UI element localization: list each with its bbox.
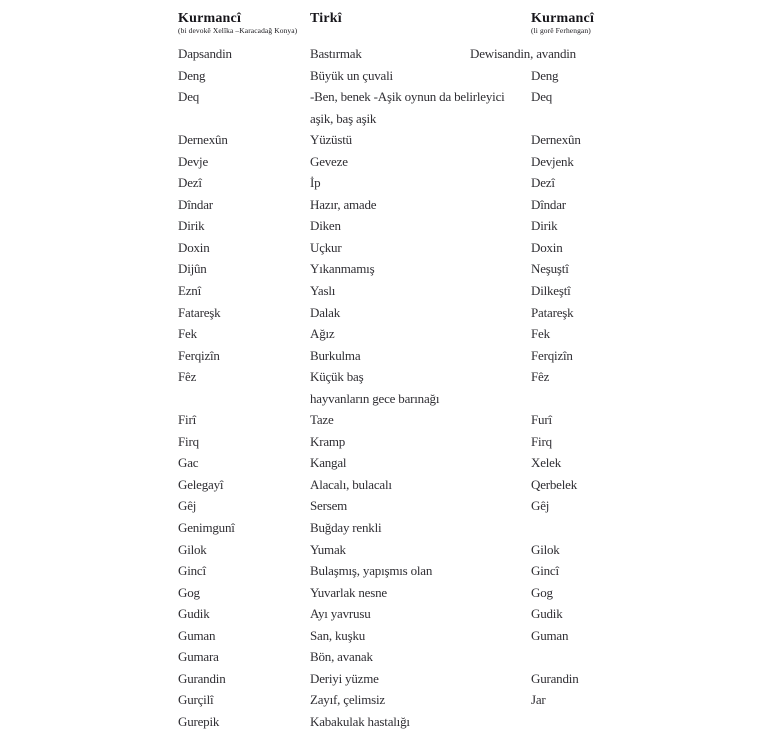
kurmanci-xelika-cell: Fêz (178, 369, 197, 385)
table-row (178, 280, 773, 302)
kurmanci-xelika-cell: Dirik (178, 218, 205, 234)
kurmanci-xelika-cell: Gumara (178, 649, 219, 665)
kurmanci-xelika-cell: Devje (178, 153, 209, 169)
table-row (178, 646, 773, 668)
kurmanci-xelika-cell: Gudik (178, 606, 210, 622)
tirki-cell: Burkulma (310, 347, 361, 363)
table-row (178, 194, 773, 216)
kurmanci-xelika-cell: Gilok (178, 541, 207, 557)
table-row (178, 560, 773, 582)
tirki-cell: Diken (310, 218, 341, 234)
table-row (178, 711, 773, 733)
table-row (178, 65, 773, 87)
tirki-cell: Ağız (310, 326, 335, 342)
kurmanci-ferhengan-cell: Gêj (531, 498, 550, 514)
table-row (178, 452, 773, 474)
kurmanci-xelika-cell: Fatareşk (178, 304, 221, 320)
table-row (178, 215, 773, 237)
table-row (178, 689, 773, 711)
tirki-cell: Zayıf, çelimsiz (310, 692, 385, 708)
column-title: Kurmancî (531, 11, 595, 26)
kurmanci-xelika-cell: Guman (178, 627, 216, 643)
kurmanci-ferhengan-cell: Dirik (531, 218, 558, 234)
tirki-cell: Kramp (310, 433, 346, 449)
kurmanci-xelika-cell: Genimgunî (178, 520, 235, 536)
table-row (178, 668, 773, 690)
tirki-cell: Buğday renkli (310, 520, 382, 536)
kurmanci-xelika-cell: Gurepik (178, 713, 220, 729)
kurmanci-ferhengan-cell: Neşuştî (531, 261, 569, 277)
column-header-kurmanci-ferhengan (531, 11, 594, 35)
kurmanci-xelika-cell: Gurandin (178, 670, 226, 686)
kurmanci-ferhengan-cell: Guman (531, 627, 569, 643)
tirki-cell: Bulaşmış, yapışmıs olan (310, 563, 433, 579)
table-row (178, 323, 773, 345)
table-row (178, 495, 773, 517)
table-row (178, 43, 773, 65)
table-row (178, 474, 773, 496)
kurmanci-xelika-cell: Dezî (178, 175, 202, 191)
tirki-cell: Taze (310, 412, 334, 428)
kurmanci-ferhengan-cell: Dezî (531, 175, 555, 191)
table-row (178, 108, 773, 130)
table-row (178, 388, 773, 410)
column-header-tirki (310, 11, 342, 26)
tirki-cell: -Ben, benek -Aşik oynun da belirleyici (310, 89, 505, 105)
kurmanci-xelika-cell: Doxin (178, 239, 210, 255)
tirki-cell: aşik, baş aşik (310, 110, 377, 126)
table-row (178, 539, 773, 561)
tirki-cell: Yuvarlak nesne (310, 584, 387, 600)
kurmanci-ferhengan-cell: Patareşk (531, 304, 574, 320)
kurmanci-xelika-cell: Dîndar (178, 196, 213, 212)
tirki-cell: Alacalı, bulacalı (310, 476, 392, 492)
kurmanci-xelika-cell: Gêj (178, 498, 197, 514)
tirki-cell: Deriyi yüzme (310, 670, 379, 686)
tirki-cell: Dalak (310, 304, 341, 320)
kurmanci-ferhengan-cell: Doxin (531, 239, 563, 255)
kurmanci-xelika-cell: Gelegayî (178, 476, 224, 492)
kurmanci-xelika-cell: Dernexûn (178, 132, 228, 148)
table-row (178, 603, 773, 625)
tirki-cell: İp (310, 175, 321, 191)
tirki-cell: Yıkanmamış (310, 261, 375, 277)
table-row (178, 258, 773, 280)
table-row (178, 517, 773, 539)
table-row (178, 582, 773, 604)
column-subtitle: (li gorê Ferhengan) (531, 26, 591, 35)
column-subtitle: (bi devokê Xelîka –Karacadağ Konya) (178, 26, 298, 35)
kurmanci-xelika-cell: Deng (178, 67, 206, 83)
tirki-cell: Küçük baş (310, 369, 364, 385)
table-row (178, 151, 773, 173)
tirki-cell: Ayı yavrusu (310, 606, 371, 622)
table-row (178, 237, 773, 259)
tirki-cell: hayvanların gece barınağı (310, 390, 440, 406)
kurmanci-xelika-cell: Gac (178, 455, 199, 471)
tirki-cell: San, kuşku (310, 627, 366, 643)
table-row (178, 172, 773, 194)
kurmanci-xelika-cell: Ferqizîn (178, 347, 220, 363)
column-header-kurmanci-xelika (178, 11, 297, 35)
kurmanci-ferhengan-cell: Furî (531, 412, 552, 428)
table-row (178, 302, 773, 324)
column-title: Tirkî (310, 11, 342, 26)
kurmanci-xelika-cell: Firq (178, 433, 199, 449)
tirki-cell: Bön, avanak (310, 649, 373, 665)
table-row (178, 625, 773, 647)
tirki-cell: Kabakulak hastalığı (310, 713, 410, 729)
kurmanci-ferhengan-cell: Qerbelek (531, 476, 578, 492)
kurmanci-ferhengan-cell: Gurandin (531, 670, 579, 686)
kurmanci-ferhengan-cell: Gincî (531, 563, 559, 579)
tirki-cell: Uçkur (310, 239, 342, 255)
word-table-body (178, 43, 773, 733)
tirki-cell: Yumak (310, 541, 346, 557)
kurmanci-xelika-cell: Dijûn (178, 261, 207, 277)
table-row (178, 129, 773, 151)
kurmanci-ferhengan-cell: Gilok (531, 541, 560, 557)
table-row (178, 409, 773, 431)
tirki-cell: Sersem (310, 498, 348, 514)
kurmanci-ferhengan-cell: Dîndar (531, 196, 566, 212)
kurmanci-ferhengan-cell: Gudik (531, 606, 563, 622)
kurmanci-ferhengan-cell: Dilkeştî (531, 283, 571, 299)
kurmanci-xelika-cell: Dapsandin (178, 46, 232, 61)
tirki-cell: Yüzüstü (310, 132, 352, 148)
tirki-cell: Yaslı (310, 283, 336, 299)
tirki-cell: Büyük un çuvali (310, 67, 393, 83)
tirki-cell: Geveze (310, 153, 348, 169)
kurmanci-ferhengan-cell: Ferqizîn (531, 347, 573, 363)
kurmanci-ferhengan-cell: Devjenk (531, 153, 574, 169)
table-row (178, 86, 773, 108)
kurmanci-ferhengan-cell: Firq (531, 433, 552, 449)
kurmanci-ferhengan-cell: Xelek (531, 455, 562, 471)
kurmanci-xelika-cell: Gurçilî (178, 692, 214, 708)
kurmanci-ferhengan-cell: Deq (531, 89, 553, 105)
kurmanci-xelika-cell: Fek (178, 326, 197, 342)
kurmanci-xelika-cell: Deq (178, 89, 200, 105)
kurmanci-xelika-cell: Gincî (178, 563, 206, 579)
table-row (178, 345, 773, 367)
kurmanci-ferhengan-cell: Dewisandin, avandin (470, 46, 576, 61)
tirki-cell: Bastırmak (310, 46, 362, 61)
tirki-cell: Kangal (310, 455, 347, 471)
kurmanci-ferhengan-cell: Fêz (531, 369, 550, 385)
kurmanci-xelika-cell: Eznî (178, 283, 202, 299)
kurmanci-ferhengan-cell: Deng (531, 67, 559, 83)
table-row (178, 431, 773, 453)
column-title: Kurmancî (178, 11, 242, 26)
kurmanci-ferhengan-cell: Dernexûn (531, 132, 581, 148)
kurmanci-ferhengan-cell: Gog (531, 584, 553, 600)
table-row (178, 366, 773, 388)
kurmanci-xelika-cell: Gog (178, 584, 200, 600)
kurmanci-ferhengan-cell: Fek (531, 326, 550, 342)
tirki-cell: Hazır, amade (310, 196, 377, 212)
kurmanci-ferhengan-cell: Jar (531, 692, 546, 708)
kurmanci-xelika-cell: Firî (178, 412, 196, 428)
